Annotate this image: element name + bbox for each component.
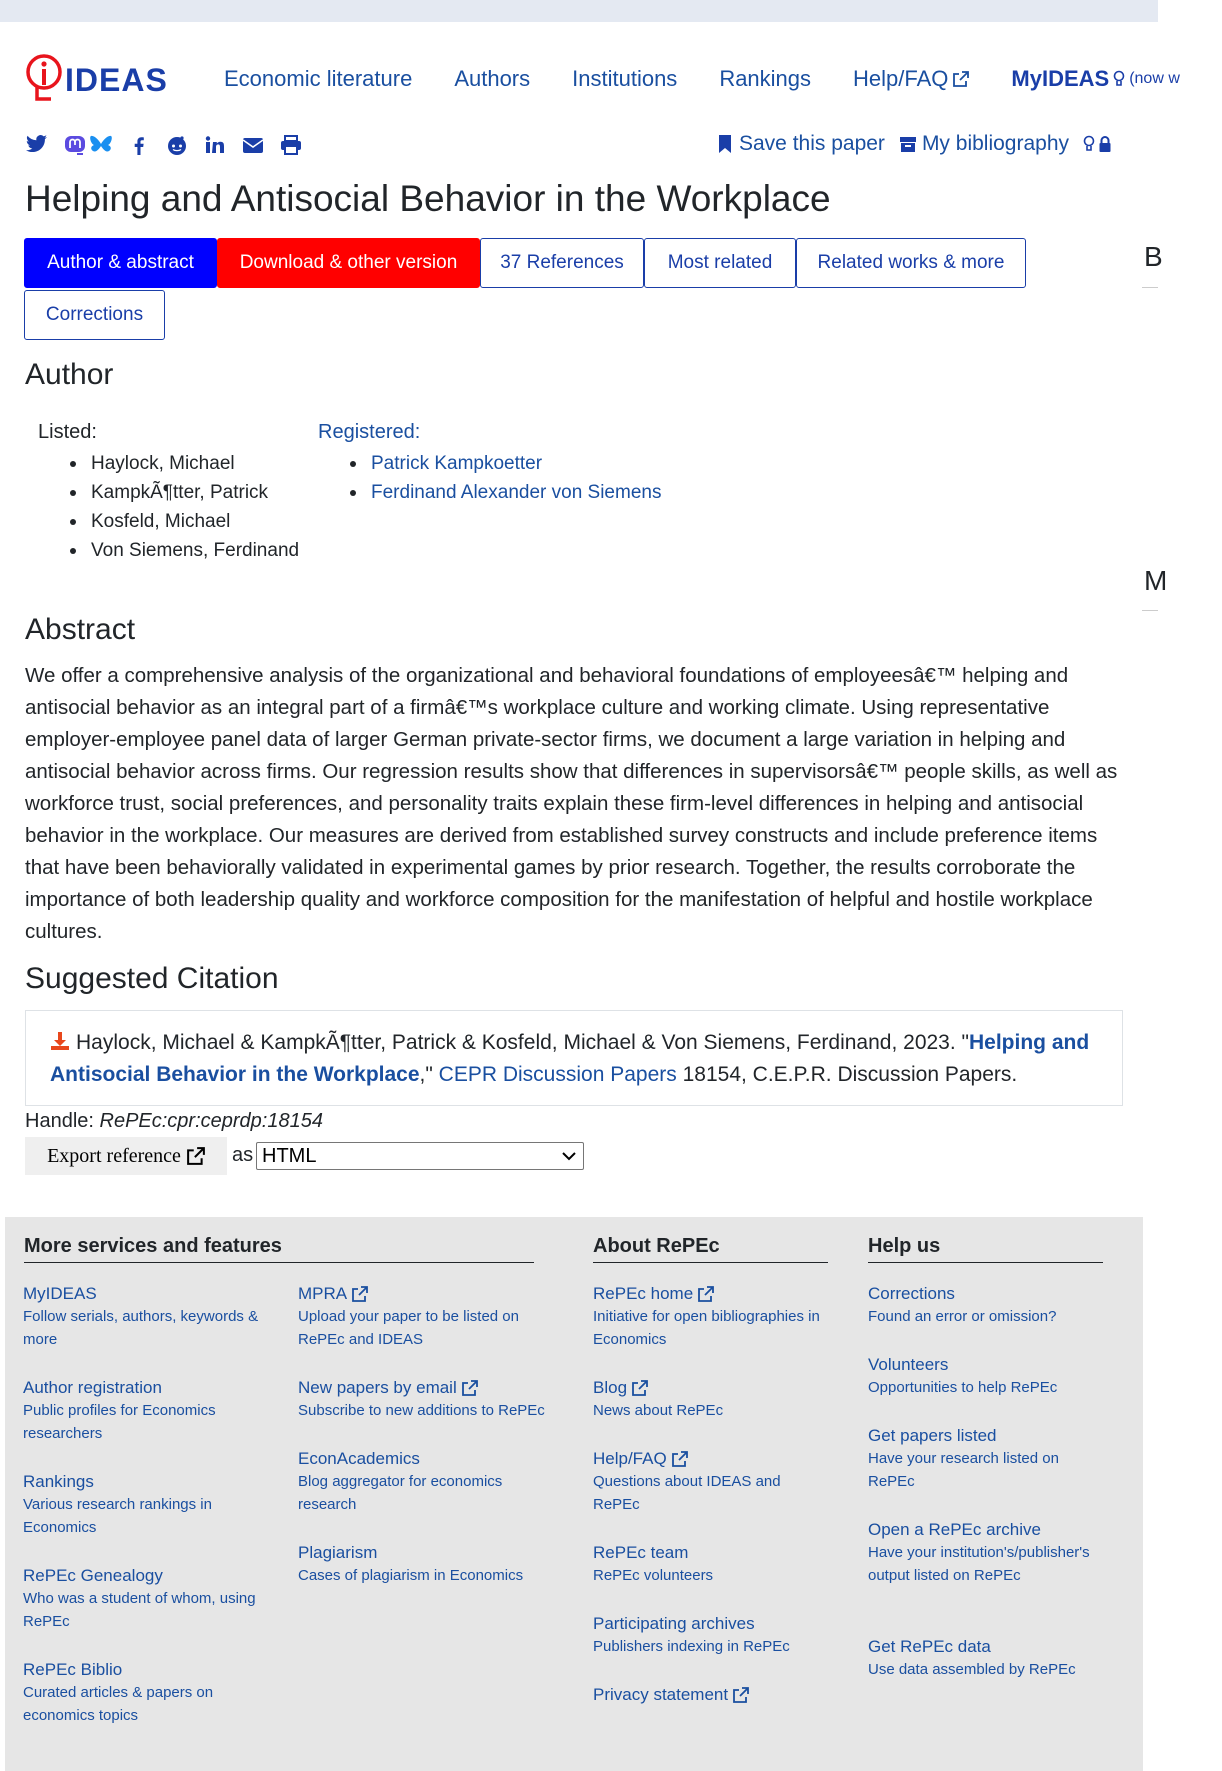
paper-actions	[716, 132, 1117, 156]
email-icon[interactable]	[241, 134, 265, 156]
lightbulb-icon	[1083, 135, 1095, 153]
chevron-down-icon	[561, 1149, 577, 1163]
registered-author-link[interactable]: Patrick Kampkoetter	[350, 449, 661, 478]
external-link-icon	[698, 1286, 714, 1302]
footer-heading-help: Help us	[868, 1235, 1103, 1263]
footer-item-get-data[interactable]: Get RePEc data Use data assembled by RePEc	[868, 1637, 1076, 1678]
footer-item-author-registration[interactable]: Author registration Public profiles for Economics researchers	[23, 1378, 216, 1442]
sidebar-divider	[1142, 610, 1158, 611]
nav-authors[interactable]: Authors	[454, 66, 531, 91]
nav-institutions[interactable]: Institutions	[572, 66, 678, 91]
export-reference-button[interactable]	[25, 1137, 227, 1175]
external-link-icon	[733, 1687, 749, 1703]
archive-box-icon	[899, 134, 917, 154]
list-item: Kosfeld, Michael	[70, 507, 299, 536]
mastodon-icon[interactable]	[63, 134, 87, 156]
page-title: Helping and Antisocial Behavior in the Workplace	[25, 178, 831, 219]
site-header	[0, 44, 1180, 114]
abstract-text: We offer a comprehensive analysis of the organizational and behavioral foundations of employeesâ€™ helping and antisocial behavior as an integral part of a firmâ€™s workplace culture and working climate. Using representative employer-employee panel data of larger German private-sector firms, we document a large variation in helping and antisocial behavior across firms. Our regression results show that differences in supervisorsâ€™ people skills, as well as workforce trust, social preferences, and personality traits explain these firm-level differences in helping and antisocial behavior in the workplace. Our measures are derived from established survey constructs and include preference items that have been behaviorally validated in experimental games by prior research. Together, the results corroborate the importance of both leadership quality and workforce composition for the manifestation of helpful and hostile workplace cultures.	[25, 664, 1118, 943]
list-item: KampkÃ¶tter, Patrick	[70, 478, 299, 507]
citation-tail: 18154, C.E.P.R. Discussion Papers.	[676, 1063, 1018, 1086]
citation-authors: Haylock, Michael & KampkÃ¶tter, Patrick & Kosfeld, Michael & Von Siemens, Ferdinand, 2023. "	[76, 1031, 969, 1054]
twitter-icon[interactable]	[25, 134, 49, 156]
ideas-bulb-icon	[25, 53, 63, 107]
citation-title-link[interactable]: Helping and Antisocial Behavior in the Workplace	[50, 1031, 1090, 1086]
footer-item-mpra[interactable]: MPRA Upload your paper to be listed on RePEc and IDEAS	[298, 1284, 519, 1348]
facebook-icon[interactable]	[127, 134, 151, 156]
linkedin-icon[interactable]	[203, 134, 227, 156]
registered-author-link[interactable]: Ferdinand Alexander von Siemens	[350, 478, 661, 507]
sidebar-heading-cut: B	[1144, 241, 1163, 272]
browser-top-strip	[0, 0, 1158, 22]
export-format-value: HTML	[262, 1145, 317, 1167]
footer-item-repec-home[interactable]: RePEc home Initiative for open bibliographies in Economics	[593, 1284, 820, 1348]
author-heading: Author	[25, 358, 114, 391]
list-item: Haylock, Michael	[70, 449, 299, 478]
bookmark-icon	[716, 134, 734, 154]
logo-text: IDEAS	[65, 61, 168, 98]
footer-item-privacy[interactable]: Privacy statement	[593, 1684, 823, 1706]
footer-item-plagiarism[interactable]: Plagiarism Cases of plagiarism in Economics	[298, 1543, 524, 1584]
footer-item-volunteers[interactable]: Volunteers Opportunities to help RePEc	[868, 1355, 1058, 1396]
citation-heading: Suggested Citation	[25, 962, 279, 995]
footer-item-myideas[interactable]: MyIDEAS Follow serials, authors, keywords & more	[23, 1284, 259, 1348]
external-link-icon	[187, 1147, 205, 1165]
citation-separator: ,"	[419, 1063, 439, 1086]
sidebar-heading-cut: M	[1144, 565, 1168, 596]
handle	[25, 1110, 323, 1133]
suggested-citation	[25, 1010, 1123, 1106]
registered-label: Registered:	[318, 421, 421, 443]
footer-item-repec-team[interactable]: RePEc team RePEc volunteers	[593, 1543, 714, 1584]
handle-value: RePEc:cpr:ceprdp:18154	[99, 1110, 323, 1132]
footer-item-rankings[interactable]: Rankings Various research rankings in Economics	[23, 1472, 212, 1536]
footer-item-corrections[interactable]: Corrections Found an error or omission?	[868, 1284, 1057, 1325]
footer-item-new-papers-email[interactable]: New papers by email Subscribe to new additions to RePEc	[298, 1378, 545, 1419]
external-link-icon	[352, 1286, 368, 1302]
save-paper-link[interactable]: Save this paper	[716, 132, 885, 156]
ideas-logo[interactable]	[25, 52, 175, 108]
export-button-label: Export reference	[47, 1144, 181, 1167]
main-nav	[224, 66, 1222, 92]
citation-series-link[interactable]: CEPR Discussion Papers	[438, 1063, 677, 1086]
print-icon[interactable]	[279, 134, 303, 156]
nav-rankings[interactable]: Rankings	[719, 66, 812, 91]
tab-corrections[interactable]: Corrections	[24, 290, 165, 340]
footer-item-get-papers-listed[interactable]: Get papers listed Have your research listed on RePEc	[868, 1426, 1059, 1490]
tab-most-related[interactable]: Most related	[644, 238, 796, 288]
site-footer	[5, 1217, 1143, 1771]
tab-references[interactable]: 37 References	[480, 238, 644, 288]
footer-item-open-archive[interactable]: Open a RePEc archive Have your institution's/publisher's output listed on RePEc	[868, 1520, 1090, 1584]
nav-economic-literature[interactable]: Economic literature	[224, 66, 413, 91]
handle-label: Handle:	[25, 1110, 100, 1132]
tab-related-works[interactable]: Related works & more	[796, 238, 1026, 288]
footer-item-biblio[interactable]: RePEc Biblio Curated articles & papers on economics topics	[23, 1660, 214, 1724]
lock-icon	[1098, 135, 1112, 153]
nav-myideas[interactable]: MyIDEAS (now w	[1011, 66, 1180, 91]
bluesky-icon[interactable]	[89, 134, 113, 156]
listed-authors	[70, 449, 299, 565]
external-link-icon	[672, 1451, 688, 1467]
export-as-label: as	[232, 1144, 254, 1166]
share-bar	[25, 134, 303, 156]
external-link-icon	[462, 1380, 478, 1396]
sidebar-divider	[1142, 287, 1158, 288]
list-item: Von Siemens, Ferdinand	[70, 536, 299, 565]
listed-label: Listed:	[38, 421, 97, 443]
lightbulb-icon	[1113, 70, 1125, 88]
footer-heading-about: About RePEc	[593, 1235, 828, 1263]
download-icon[interactable]	[50, 1031, 70, 1051]
myideas-note: (now w	[1129, 70, 1180, 87]
abstract-heading: Abstract	[25, 613, 136, 646]
tab-download[interactable]: Download & other version	[217, 238, 480, 288]
tab-author-abstract[interactable]: Author & abstract	[24, 238, 217, 288]
my-bibliography-link[interactable]: My bibliography	[899, 132, 1069, 156]
export-format-select[interactable]	[256, 1142, 584, 1170]
footer-item-help-faq[interactable]: Help/FAQ Questions about IDEAS and RePEc	[593, 1449, 781, 1513]
footer-item-econacademics[interactable]: EconAcademics Blog aggregator for economics research	[298, 1449, 503, 1513]
footer-heading-services: More services and features	[24, 1235, 534, 1263]
footer-item-blog[interactable]: Blog News about RePEc	[593, 1378, 724, 1419]
footer-item-participating-archives[interactable]: Participating archives Publishers indexing in RePEc	[593, 1614, 790, 1655]
reddit-icon[interactable]	[165, 134, 189, 156]
external-link-icon	[953, 71, 969, 87]
nav-help-faq[interactable]: Help/FAQ	[853, 66, 969, 92]
registered-authors	[350, 449, 661, 507]
external-link-icon	[632, 1380, 648, 1396]
footer-item-genealogy[interactable]: RePEc Genealogy Who was a student of whom, using RePEc	[23, 1566, 256, 1630]
